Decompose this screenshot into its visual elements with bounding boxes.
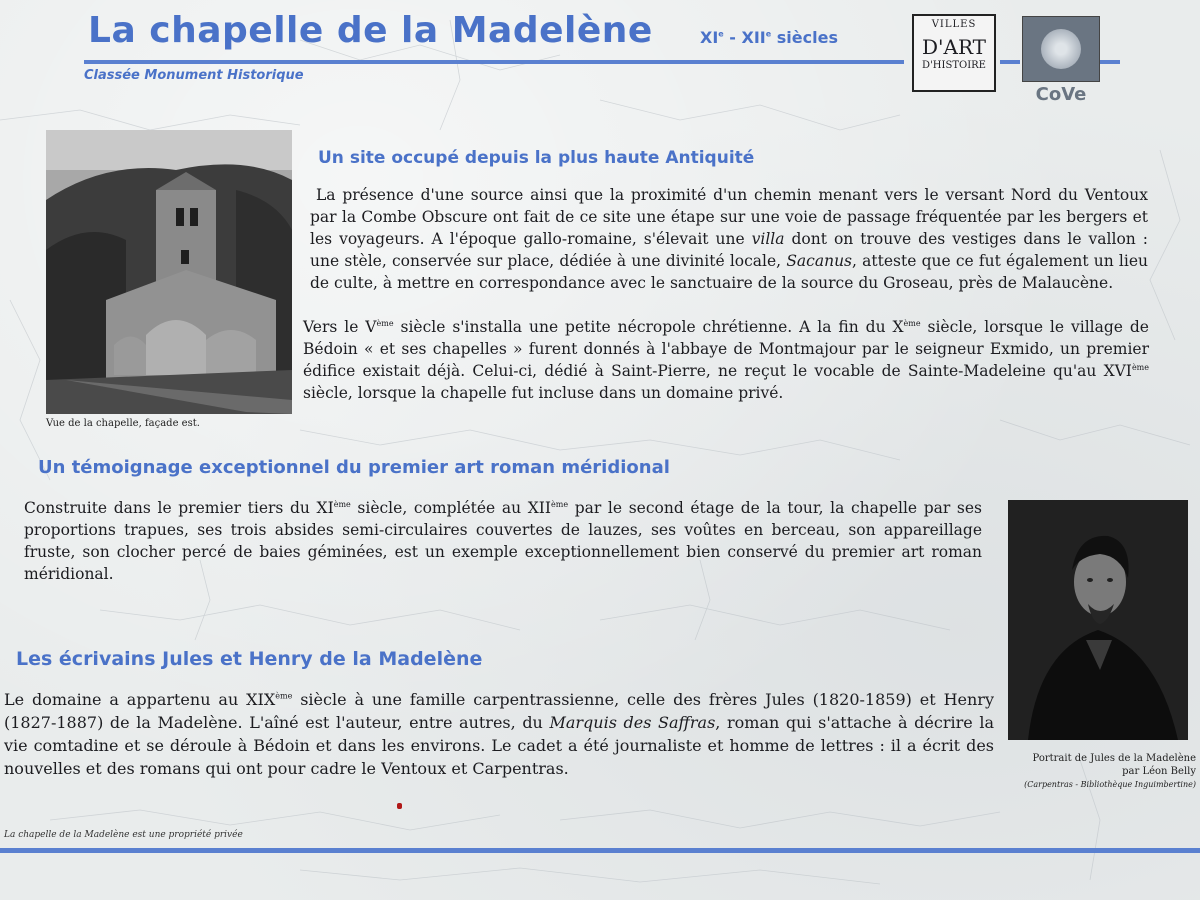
text-run: siècle, lorsque la chapelle fut incluse dans un domaine privé.	[303, 384, 784, 402]
subtitle: Classée Monument Historique	[84, 68, 304, 83]
text-run: Le domaine a appartenu au XIX	[4, 690, 276, 709]
century-sep: -	[723, 28, 742, 47]
century-b-sup: e	[765, 29, 772, 39]
villes-logo-line1: VILLES	[931, 19, 977, 30]
bottom-rule	[0, 848, 1200, 853]
section3-paragraph	[4, 688, 994, 780]
text-run: , roman qui s'attache à décrire la vie comtadine et se déroule à Bédoin et dans les environs. Le cadet a été journaliste et homme de lettres : il a écrit des nouvelles et des romans qui ont pour cadre le Ventoux et Carpentras.	[4, 713, 995, 778]
section3-heading: Les écrivains Jules et Henry de la Madelène	[16, 648, 483, 670]
portrait-credit: (Carpentras - Bibliothèque Inguimbertine)	[1024, 780, 1196, 789]
red-mark	[397, 803, 402, 809]
title-main: La chapelle de la Madelène	[88, 10, 653, 51]
cove-logo-text: CoVe	[1035, 84, 1087, 105]
text-italic: Marquis des Saffras	[549, 713, 716, 732]
portrait-caption-line2: par Léon Belly	[1122, 766, 1196, 777]
title-rule	[84, 60, 904, 64]
text-run: dont on trouve des vestiges dans le vallon : une stèle, conservée sur place, dédiée à une divinité locale,	[310, 230, 1148, 270]
chapel-photo-caption: Vue de la chapelle, façade est.	[46, 418, 200, 429]
villes-art-histoire-logo	[912, 14, 996, 92]
century-suffix: siècles	[771, 28, 838, 47]
title-rule-segment	[1100, 60, 1120, 64]
text-run: La présence d'une source ainsi que la proximité d'un chemin menant vers le versant Nord du Ventoux par la Combe Obscure ont fait de ce site une étape sur une voie de passage fréquentée par les bergers et les voyageurs. A l'époque gallo-romaine, s'élevait une	[310, 186, 1148, 248]
text-run: siècle, complétée au XII	[350, 499, 552, 517]
text-run: siècle, lorsque le village de Bédoin « et ses chapelles » furent donnés à l'abbaye de Montmajour par le seigneur Exmido, un premier édifice existait déjà. Celui-ci, dédié à Saint-Pierre, ne reçut le vocable de Sainte-Madeleine qu'au XVI	[303, 318, 1149, 380]
century-b: XII	[741, 28, 766, 47]
ordinal-sup: ème	[376, 318, 394, 328]
section1-paragraph2	[303, 316, 1149, 404]
ordinal-sup: ème	[333, 499, 351, 509]
portrait-caption-line1: Portrait de Jules de la Madelène	[1032, 753, 1196, 764]
century-a: XI	[700, 28, 719, 47]
text-italic: Sacanus	[786, 252, 853, 270]
villes-logo-line2: D'ART	[921, 35, 987, 59]
title-centuries	[700, 28, 838, 47]
portrait-caption	[1000, 752, 1196, 791]
text-italic: villa	[751, 230, 785, 248]
cove-logo-emblem	[1022, 16, 1100, 82]
section2-heading: Un témoignage exceptionnel du premier art roman méridional	[38, 457, 670, 478]
portrait-photo	[1008, 500, 1188, 740]
section1-paragraph1	[310, 184, 1148, 294]
ordinal-sup: ème	[551, 499, 569, 509]
ordinal-sup: ème	[275, 691, 293, 701]
title-rule-segment	[1000, 60, 1020, 64]
text-run: par le second étage de la tour, la chapelle par ses proportions trapues, ses trois absides semi-circulaires couvertes de lauzes, ses voûtes en berceau, son appareillage fruste, son clocher percé de baies géminées, est un exemple exceptionnellement bien conservé du premier art roman méridional.	[24, 499, 983, 583]
text-run: siècle s'installa une petite nécropole chrétienne. A la fin du X	[393, 318, 904, 336]
footnote: La chapelle de la Madelène est une propriété privée	[4, 830, 243, 840]
ordinal-sup: ème	[1131, 362, 1149, 372]
section1-heading: Un site occupé depuis la plus haute Antiquité	[318, 148, 755, 168]
ordinal-sup: ème	[903, 318, 921, 328]
section2-paragraph	[24, 497, 982, 585]
text-run: siècle à une famille carpentrassienne, celle des frères Jules (1820-1859) et Henry (1827-1887) de la Madelène. L'aîné est l'auteur, entre autres, du	[4, 690, 994, 732]
chapel-photo	[46, 130, 292, 414]
text-run: , atteste que ce fut également un lieu de culte, à mettre en correspondance avec le sanctuaire de la source du Groseau, près de Malaucène.	[310, 252, 1149, 292]
century-a-sup: e	[718, 29, 724, 39]
cove-logo	[1022, 16, 1100, 105]
text-run: Construite dans le premier tiers du XI	[24, 499, 334, 517]
text-run: Vers le V	[303, 318, 377, 336]
villes-logo-line3: D'HISTOIRE	[922, 60, 986, 71]
